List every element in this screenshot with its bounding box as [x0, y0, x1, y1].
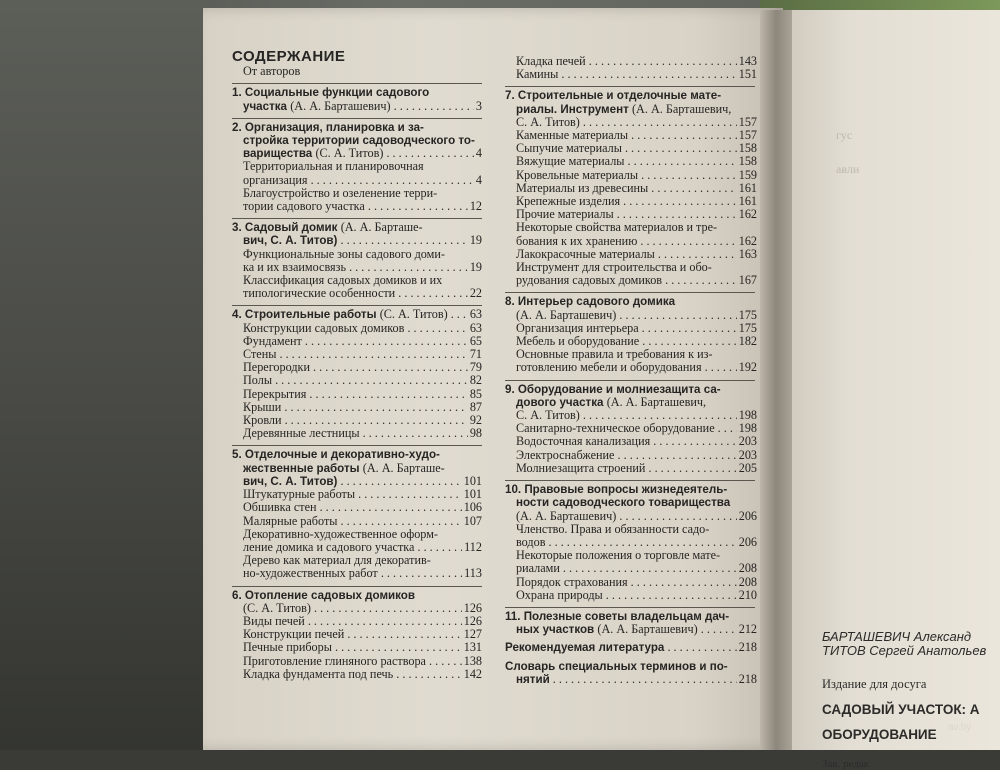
toc-entry: [232, 83, 482, 112]
toc-entry-text: но-художественных работ . . .: [243, 567, 462, 580]
toc-page-number: 98: [469, 426, 482, 441]
toc-entry: [232, 427, 482, 440]
toc-entry-text: Инструмент для строительства и обо-: [516, 261, 712, 275]
toc-page-number: 113: [464, 566, 482, 581]
toc-page-number: 208: [738, 561, 757, 576]
toc-entry: [505, 129, 757, 142]
toc-entry: [505, 322, 757, 335]
toc-page-number: 138: [463, 653, 482, 668]
toc-entry-text: Вяжущие материалы . . .: [516, 155, 737, 168]
toc-entry-text: Каменные материалы . . .: [516, 129, 737, 142]
toc-entry-text: Некоторые положения о торговле мате-: [516, 549, 721, 563]
section-divider: [232, 83, 482, 84]
toc-page-number: 106: [463, 500, 482, 515]
toc-entry: [232, 335, 482, 348]
toc-entry: [505, 155, 757, 168]
toc-entry: [232, 118, 482, 161]
book-title-line-1: САДОВЫЙ УЧАСТОК: А: [822, 702, 980, 717]
toc-entry: [232, 586, 482, 615]
toc-page-number: 175: [738, 320, 757, 335]
toc-entry-text: Перегородки . . .: [243, 361, 468, 374]
toc-entry: [505, 380, 757, 423]
toc-entry: [232, 388, 482, 401]
toc-entry: [505, 195, 757, 208]
toc-page-number: 167: [738, 273, 757, 288]
toc-entry: [232, 515, 482, 528]
section-divider: [232, 586, 482, 587]
toc-entry-text: Организация интерьера . . .: [516, 322, 737, 335]
toc-entry-text: Материалы из древесины . . .: [516, 182, 737, 195]
toc-entry: [232, 348, 482, 361]
toc-entry-text: риалами . . .: [516, 562, 737, 575]
toc-entry-text: С. А. Титов) . . .: [516, 116, 737, 129]
toc-entry: [505, 523, 757, 549]
toc-page-number: 126: [463, 600, 482, 615]
toc-entry: [505, 169, 757, 182]
toc-entry-text: Членство. Права и обязанности садо-: [516, 522, 710, 536]
toc-page-number: 12: [469, 199, 482, 214]
toc-entry-text: Крепежные изделия . . .: [516, 195, 737, 208]
toc-entry: [232, 528, 482, 554]
toc-entry-text: Санитарно-техническое оборудование . . .: [516, 422, 737, 435]
toc-entry-text: варищества (С. А. Титов) . . .: [243, 147, 474, 160]
toc-entry: [505, 462, 757, 475]
toc-entry-text: Порядок страхования . . .: [516, 576, 737, 589]
toc-entry-text: ности садоводческого товарищества: [516, 496, 731, 510]
toc-page-number: 87: [469, 399, 482, 414]
toc-entry-text: вич, С. А. Титов) . . .: [243, 475, 462, 488]
section-divider: [505, 86, 755, 87]
toc-entry-text: Декоративно-художественное оформ-: [243, 527, 438, 541]
toc-entry-text: 4. Строительные работы (С. А. Титов) . . .: [232, 308, 468, 321]
toc-entry-text: ление домика и садового участка . . .: [243, 541, 462, 554]
toc-entry: [505, 182, 757, 195]
toc-entry: [505, 68, 757, 81]
toc-entry-text: 1. Социальные функции садового: [232, 86, 430, 100]
toc-page-number: 157: [738, 128, 757, 143]
contents-title: СОДЕРЖАНИЕ: [232, 48, 346, 65]
background-left: [0, 0, 205, 750]
toc-entry-text: 5. Отделочные и декоративно-худо-: [232, 448, 440, 462]
toc-page-number: 218: [738, 671, 757, 686]
toc-page-number: 4: [475, 146, 482, 161]
toc-page-number: 206: [738, 534, 757, 549]
toc-entry-text: водов . . .: [516, 536, 737, 549]
toc-entry: [505, 549, 757, 575]
toc-entry-text: Рекомендуемая литература . . .: [505, 641, 737, 654]
toc-entry-text: Благоустройство и озеленение терри-: [243, 186, 438, 200]
toc-entry: [232, 641, 482, 654]
section-divider: [232, 445, 482, 446]
toc-entry: [505, 208, 757, 221]
toc-entry: [505, 449, 757, 462]
toc-entry: [505, 248, 757, 261]
show-through-text: авли: [836, 162, 860, 176]
toc-entry-text: 6. Отопление садовых домиков: [232, 588, 416, 602]
toc-entry-text: Стены . . .: [243, 348, 468, 361]
toc-entry-text: Конструкции печей . . .: [243, 628, 462, 641]
toc-entry-text: участка (А. А. Барташевич) . . .: [243, 100, 474, 113]
toc-entry-text: 9. Оборудование и молниезащита са-: [505, 382, 721, 396]
toc-entry-text: Малярные работы . . .: [243, 515, 462, 528]
toc-entry-text: готовлению мебели и оборудования . . .: [516, 361, 737, 374]
toc-entry-text: Мебель и оборудование . . .: [516, 335, 737, 348]
toc-entry-text: Фундамент . . .: [243, 335, 468, 348]
toc-entry: [505, 142, 757, 155]
toc-entry: [232, 305, 482, 321]
toc-entry-text: ка и их взаимосвязь . . .: [243, 261, 468, 274]
watermark: av.by: [948, 722, 972, 733]
toc-entry-text: Конструкции садовых домиков . . .: [243, 322, 468, 335]
author-name-1: БАРТАШЕВИЧ Александ: [822, 629, 972, 644]
toc-page-number: 159: [738, 167, 757, 182]
toc-page-number: 151: [738, 67, 757, 82]
toc-page-number: 101: [463, 487, 482, 502]
toc-list-right: [505, 55, 757, 686]
toc-entry-text: Молниезащита строений . . .: [516, 462, 737, 475]
book-title-line-2: ОБОРУДОВАНИЕ: [822, 727, 937, 742]
toc-page-number: 203: [738, 434, 757, 449]
toc-entry: [505, 589, 757, 602]
toc-entry-text: Перекрытия . . .: [243, 388, 468, 401]
section-divider: [232, 118, 482, 119]
section-divider: [505, 380, 755, 381]
toc-entry: [505, 607, 757, 636]
toc-entry-text: 3. Садовый домик (А. А. Барташе-: [232, 221, 423, 235]
toc-entry: [232, 668, 482, 681]
section-divider: [505, 480, 755, 481]
toc-entry-text: Дерево как материал для декоратив-: [243, 554, 431, 568]
toc-page-number: 205: [738, 460, 757, 475]
toc-page-number: 112: [464, 539, 482, 554]
toc-entry: [505, 55, 757, 68]
toc-entry: [505, 335, 757, 348]
toc-entry: [232, 554, 482, 580]
toc-entry-text: Полы . . .: [243, 374, 468, 387]
toc-entry: [232, 322, 482, 335]
toc-page-number: 82: [469, 373, 482, 388]
toc-page-number: 162: [738, 233, 757, 248]
toc-entry-text: (А. А. Барташевич) . . .: [516, 510, 737, 523]
toc-entry-text: Кладка печей . . .: [516, 55, 737, 68]
toc-entry-text: организация . . .: [243, 174, 474, 187]
toc-entry: [232, 361, 482, 374]
contents-column-left: [232, 50, 482, 681]
toc-page-number: 126: [463, 613, 482, 628]
toc-page-number: 22: [469, 286, 482, 301]
toc-page-number: 101: [463, 473, 482, 488]
toc-entry: [232, 248, 482, 274]
toc-page-number: 3: [475, 98, 482, 113]
toc-entry-text: (А. А. Барташевич) . . .: [516, 309, 737, 322]
toc-page-number: 212: [738, 622, 757, 637]
toc-entry-text: Водосточная канализация . . .: [516, 435, 737, 448]
toc-entry-text: Кровли . . .: [243, 414, 468, 427]
toc-page-number: 206: [738, 508, 757, 523]
toc-page-number: 79: [469, 360, 482, 375]
author-name-2: ТИТОВ Сергей Анатольев: [822, 643, 987, 658]
toc-entry-text: тории садового участка . . .: [243, 200, 468, 213]
toc-entry-text: Охрана природы . . .: [516, 589, 737, 602]
toc-entry-text: (С. А. Титов) . . .: [243, 602, 462, 615]
toc-entry: [232, 488, 482, 501]
toc-entry-text: Некоторые свойства материалов и тре-: [516, 221, 718, 235]
toc-page-number: 19: [469, 259, 482, 274]
toc-entry-text: Сыпучие материалы . . .: [516, 142, 737, 155]
book-gutter: [760, 10, 792, 750]
toc-entry-text: вич, С. А. Титов) . . .: [243, 234, 468, 247]
toc-entry: [505, 261, 757, 287]
toc-entry-text: Крыши . . .: [243, 401, 468, 414]
toc-page-number: 157: [738, 114, 757, 129]
toc-entry-text: 10. Правовые вопросы жизнедеятель-: [505, 483, 728, 497]
toc-page-number: 161: [738, 194, 757, 209]
toc-entry: [232, 501, 482, 514]
toc-entry-text: стройка территории садоводческого то-: [243, 134, 475, 148]
toc-entry: [232, 655, 482, 668]
toc-page-number: 4: [475, 172, 482, 187]
toc-page-number: 198: [738, 408, 757, 423]
toc-page-number: 163: [738, 246, 757, 261]
toc-entry-text: Словарь специальных терминов и по-: [505, 659, 728, 673]
contents-column-right: [505, 55, 757, 686]
section-divider: [505, 292, 755, 293]
toc-entry-text: нятий . . .: [516, 673, 737, 686]
toc-page-number: 210: [738, 587, 757, 602]
toc-entry-text: Камины . . .: [516, 68, 737, 81]
toc-entry: [505, 660, 757, 686]
toc-page-number: 142: [463, 666, 482, 681]
toc-page-number: 19: [469, 233, 482, 248]
toc-entry: [505, 641, 757, 654]
toc-page-number: 143: [738, 54, 757, 68]
toc-page-number: 192: [738, 360, 757, 375]
toc-entry-text: ных участков (А. А. Барташевич) . . .: [516, 623, 737, 636]
toc-entry: [232, 65, 482, 78]
toc-page-number: 175: [738, 307, 757, 322]
toc-entry-text: Прочие материалы . . .: [516, 208, 737, 221]
toc-page-number: 127: [463, 627, 482, 642]
toc-entry: [505, 435, 757, 448]
toc-entry-text: 2. Организация, планировка и за-: [232, 120, 424, 134]
toc-page-number: 65: [469, 333, 482, 348]
toc-entry-text: бования к их хранению . . .: [516, 235, 737, 248]
toc-page-number: 208: [738, 574, 757, 589]
toc-entry-text: Электроснабжение . . .: [516, 449, 737, 462]
toc-entry: [232, 374, 482, 387]
toc-entry-text: Основные правила и требования к из-: [516, 348, 713, 362]
toc-entry-text: Лакокрасочные материалы . . .: [516, 248, 737, 261]
toc-entry: [232, 414, 482, 427]
toc-entry-text: Обшивка стен . . .: [243, 501, 462, 514]
toc-entry: [232, 160, 482, 186]
toc-entry-text: Виды печей . . .: [243, 615, 462, 628]
toc-page-number: 131: [463, 640, 482, 655]
toc-entry: [232, 218, 482, 247]
toc-entry: [505, 576, 757, 589]
toc-entry: [505, 422, 757, 435]
toc-entry-text: Функциональные зоны садового доми-: [243, 247, 445, 261]
edition-note: Издание для досуга: [822, 677, 927, 691]
toc-entry-text: Кладка фундамента под печь . . .: [243, 668, 462, 681]
toc-entry-text: От авторов: [243, 65, 301, 79]
toc-entry-text: типологические особенности . . .: [243, 287, 468, 300]
toc-entry: [505, 221, 757, 247]
toc-entry-text: Кровельные материалы . . .: [516, 169, 737, 182]
imprint-block: [822, 630, 1000, 770]
toc-entry-text: Территориальная и планировочная: [243, 160, 424, 174]
section-divider: [232, 305, 482, 306]
toc-page-number: 198: [738, 421, 757, 436]
section-divider: [232, 218, 482, 219]
show-through-text: гус: [836, 128, 853, 142]
toc-entry-text: Штукатурные работы . . .: [243, 488, 462, 501]
toc-page-number: 162: [738, 207, 757, 222]
toc-page-number: 203: [738, 447, 757, 462]
toc-page-number: 92: [469, 413, 482, 428]
toc-entry: [505, 480, 757, 523]
toc-page-number: 63: [469, 320, 482, 335]
toc-page-number: 107: [463, 513, 482, 528]
toc-entry-text: Деревянные лестницы . . .: [243, 427, 468, 440]
toc-page-number: 161: [738, 180, 757, 195]
toc-entry: [232, 187, 482, 213]
toc-entry-text: рудования садовых домиков . . .: [516, 274, 737, 287]
toc-entry-text: С. А. Титов) . . .: [516, 409, 737, 422]
toc-entry-text: риалы. Инструмент (А. А. Барташевич,: [516, 102, 732, 116]
toc-entry: [232, 628, 482, 641]
toc-entry: [232, 445, 482, 488]
toc-page-number: 158: [738, 154, 757, 169]
toc-entry: [232, 274, 482, 300]
toc-page-number: 85: [469, 386, 482, 401]
toc-entry-text: дового участка (А. А. Барташевич,: [516, 395, 707, 409]
toc-page-number: 182: [738, 334, 757, 349]
toc-page-number: 63: [469, 307, 482, 322]
toc-entry-text: Печные приборы . . .: [243, 641, 462, 654]
toc-page-number: 218: [738, 640, 757, 655]
toc-entry-text: Классификация садовых домиков и их: [243, 274, 443, 288]
toc-entry: [505, 292, 757, 321]
toc-entry: [232, 401, 482, 414]
toc-entry-text: 7. Строительные и отделочные мате-: [505, 89, 722, 103]
toc-entry: [232, 615, 482, 628]
editor-line: Зав. редак: [822, 758, 870, 770]
toc-page-number: 158: [738, 141, 757, 156]
toc-entry-text: 8. Интерьер садового домика: [505, 295, 676, 309]
toc-entry-text: 11. Полезные советы владельцам дач-: [505, 609, 730, 623]
toc-entry-text: Приготовление глиняного раствора . . .: [243, 655, 462, 668]
toc-entry: [505, 86, 757, 129]
section-divider: [505, 607, 755, 608]
toc-entry-text: жественные работы (А. А. Барташе-: [243, 461, 445, 475]
toc-entry: [505, 348, 757, 374]
toc-page-number: 71: [469, 347, 482, 362]
toc-list-left: [232, 65, 482, 681]
